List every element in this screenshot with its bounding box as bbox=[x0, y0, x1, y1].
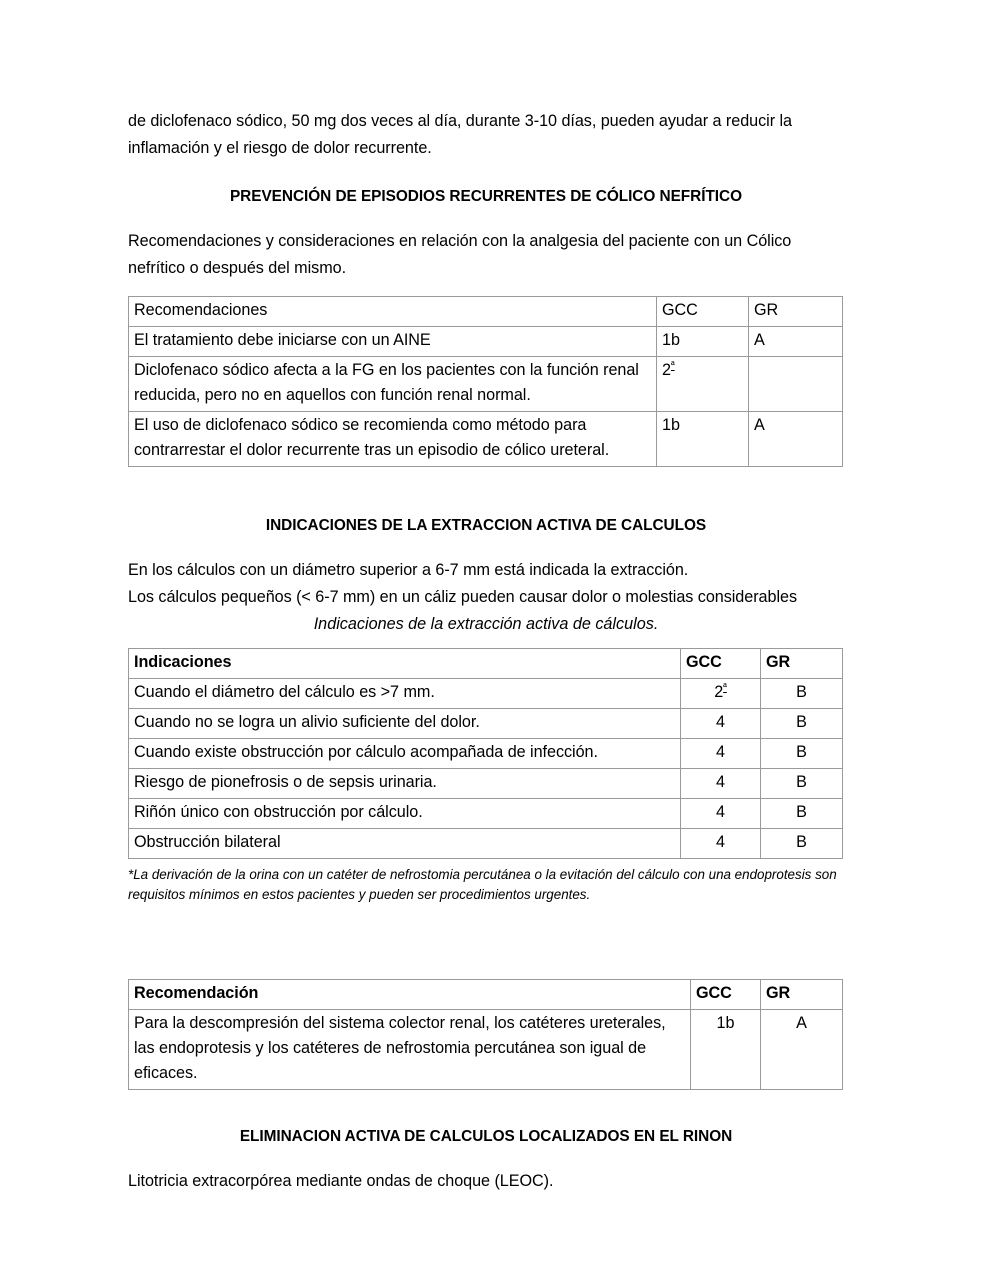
gcc-value-text: 2 bbox=[662, 361, 671, 379]
gcc-value bbox=[681, 769, 761, 799]
gr-value: B bbox=[761, 709, 843, 739]
table-footnote: *La derivación de la orina con un catéter de nefrostomia percutánea o la evitación del cálculo con una endoprotesis son requisitos mínimos en estos pacientes y pueden ser procedimientos urgentes. bbox=[128, 867, 837, 902]
indication-text: Riñón único con obstrucción por cálculo. bbox=[129, 799, 681, 829]
recommendation-text: Para la descompresión del sistema colector renal, los catéteres ureterales, las endoprotesis y los catéteres de nefrostomia percutánea son igual de eficaces. bbox=[129, 1010, 691, 1090]
recommendation-text: Diclofenaco sódico afecta a la FG en los pacientes con la función renal reducida, pero no en aquellos con función renal normal. bbox=[129, 357, 657, 412]
gr-value: A bbox=[749, 327, 843, 357]
gr-value bbox=[749, 357, 843, 412]
gcc-value-text: 4 bbox=[716, 773, 725, 791]
table-row bbox=[129, 709, 843, 739]
section2-paragraph-line1: En los cálculos con un diámetro superior a 6-7 mm está indicada la extracción. bbox=[128, 561, 689, 579]
indication-text: Cuando no se logra un alivio suficiente del dolor. bbox=[129, 709, 681, 739]
recomendaciones-table bbox=[128, 296, 843, 467]
ordinal-marker: ª bbox=[670, 360, 675, 372]
gr-value: B bbox=[761, 829, 843, 859]
gcc-value bbox=[657, 327, 749, 357]
table-row bbox=[129, 799, 843, 829]
gr-value: A bbox=[761, 1010, 843, 1090]
table-row bbox=[129, 829, 843, 859]
table-caption: Indicaciones de la extracción activa de cálculos. bbox=[313, 615, 659, 633]
gcc-value-text: 4 bbox=[716, 713, 725, 731]
spacer bbox=[128, 1090, 844, 1124]
spacer bbox=[128, 539, 844, 557]
indicaciones-table bbox=[128, 648, 843, 859]
table-row bbox=[129, 327, 843, 357]
ordinal-marker: ª bbox=[723, 682, 727, 694]
spacer bbox=[128, 162, 844, 184]
gcc-value bbox=[681, 709, 761, 739]
table-row bbox=[129, 679, 843, 709]
section-heading-indicaciones: INDICACIONES DE LA EXTRACCION ACTIVA DE CALCULOS bbox=[265, 517, 707, 534]
spacer bbox=[128, 282, 844, 296]
gcc-value bbox=[657, 357, 749, 412]
spacer bbox=[128, 467, 844, 513]
recomendacion-table bbox=[128, 979, 843, 1090]
gcc-value bbox=[681, 739, 761, 769]
section1-paragraph: Recomendaciones y consideraciones en relación con la analgesia del paciente con un Cólico nefrítico o después del mismo. bbox=[128, 232, 792, 277]
intro-paragraph: de diclofenaco sódico, 50 mg dos veces al día, durante 3-10 días, pueden ayudar a reducir la inflamación y el riesgo de dolor recurrente. bbox=[128, 112, 793, 157]
gcc-value bbox=[657, 412, 749, 467]
table-row bbox=[129, 769, 843, 799]
gr-value: A bbox=[749, 412, 843, 467]
table-row bbox=[129, 412, 843, 467]
gr-value: B bbox=[761, 679, 843, 709]
gcc-value-text: 4 bbox=[716, 833, 725, 851]
table-row bbox=[129, 739, 843, 769]
gcc-value-text: 1b bbox=[662, 416, 680, 434]
gr-value: B bbox=[761, 769, 843, 799]
column-header-recomendacion: Recomendación bbox=[129, 980, 691, 1010]
column-header-gr: GR bbox=[761, 980, 843, 1010]
section-heading-eliminacion: ELIMINACION ACTIVA DE CALCULOS LOCALIZADOS EN EL RINON bbox=[239, 1128, 733, 1145]
gcc-value bbox=[681, 799, 761, 829]
table-header-row bbox=[129, 980, 843, 1010]
column-header-indicaciones: Indicaciones bbox=[129, 649, 681, 679]
gr-value: B bbox=[761, 739, 843, 769]
page-content bbox=[128, 108, 844, 1195]
section2-paragraph-line2: Los cálculos pequeños (< 6-7 mm) en un cáliz pueden causar dolor o molestias considerables bbox=[128, 588, 798, 606]
spacer bbox=[128, 1150, 844, 1168]
spacer bbox=[128, 638, 844, 648]
column-header-gcc: GCC bbox=[681, 649, 761, 679]
gcc-value-text: 4 bbox=[716, 743, 725, 761]
table-row bbox=[129, 1010, 843, 1090]
column-header-gr: GR bbox=[761, 649, 843, 679]
column-header-gr: GR bbox=[749, 297, 843, 327]
section4-paragraph: Litotricia extracorpórea mediante ondas de choque (LEOC). bbox=[128, 1172, 554, 1190]
indication-text: Cuando existe obstrucción por cálculo acompañada de infección. bbox=[129, 739, 681, 769]
recommendation-text: El uso de diclofenaco sódico se recomienda como método para contrarrestar el dolor recurrente tras un episodio de cólico ureteral. bbox=[129, 412, 657, 467]
gcc-value-text: 2 bbox=[714, 683, 724, 701]
column-header-gcc: GCC bbox=[691, 980, 761, 1010]
column-header-gcc: GCC bbox=[657, 297, 749, 327]
recommendation-text: El tratamiento debe iniciarse con un AINE bbox=[129, 327, 657, 357]
spacer bbox=[128, 210, 844, 228]
table-header-row bbox=[129, 297, 843, 327]
indication-text: Cuando el diámetro del cálculo es >7 mm. bbox=[129, 679, 681, 709]
spacer bbox=[128, 905, 844, 979]
gcc-value bbox=[691, 1010, 761, 1090]
table-header-row bbox=[129, 649, 843, 679]
indication-text: Riesgo de pionefrosis o de sepsis urinaria. bbox=[129, 769, 681, 799]
gcc-value-text: 1b bbox=[662, 331, 680, 349]
table-row bbox=[129, 357, 843, 412]
gcc-value-text: 1b bbox=[716, 1014, 735, 1032]
gcc-value bbox=[681, 679, 761, 709]
column-header-recomendaciones: Recomendaciones bbox=[129, 297, 657, 327]
gcc-value bbox=[681, 829, 761, 859]
gr-value: B bbox=[761, 799, 843, 829]
gcc-value-text: 4 bbox=[716, 803, 725, 821]
section-heading-prevencion: PREVENCIÓN DE EPISODIOS RECURRENTES DE CÓLICO NEFRÍTICO bbox=[229, 188, 743, 205]
indication-text: Obstrucción bilateral bbox=[129, 829, 681, 859]
